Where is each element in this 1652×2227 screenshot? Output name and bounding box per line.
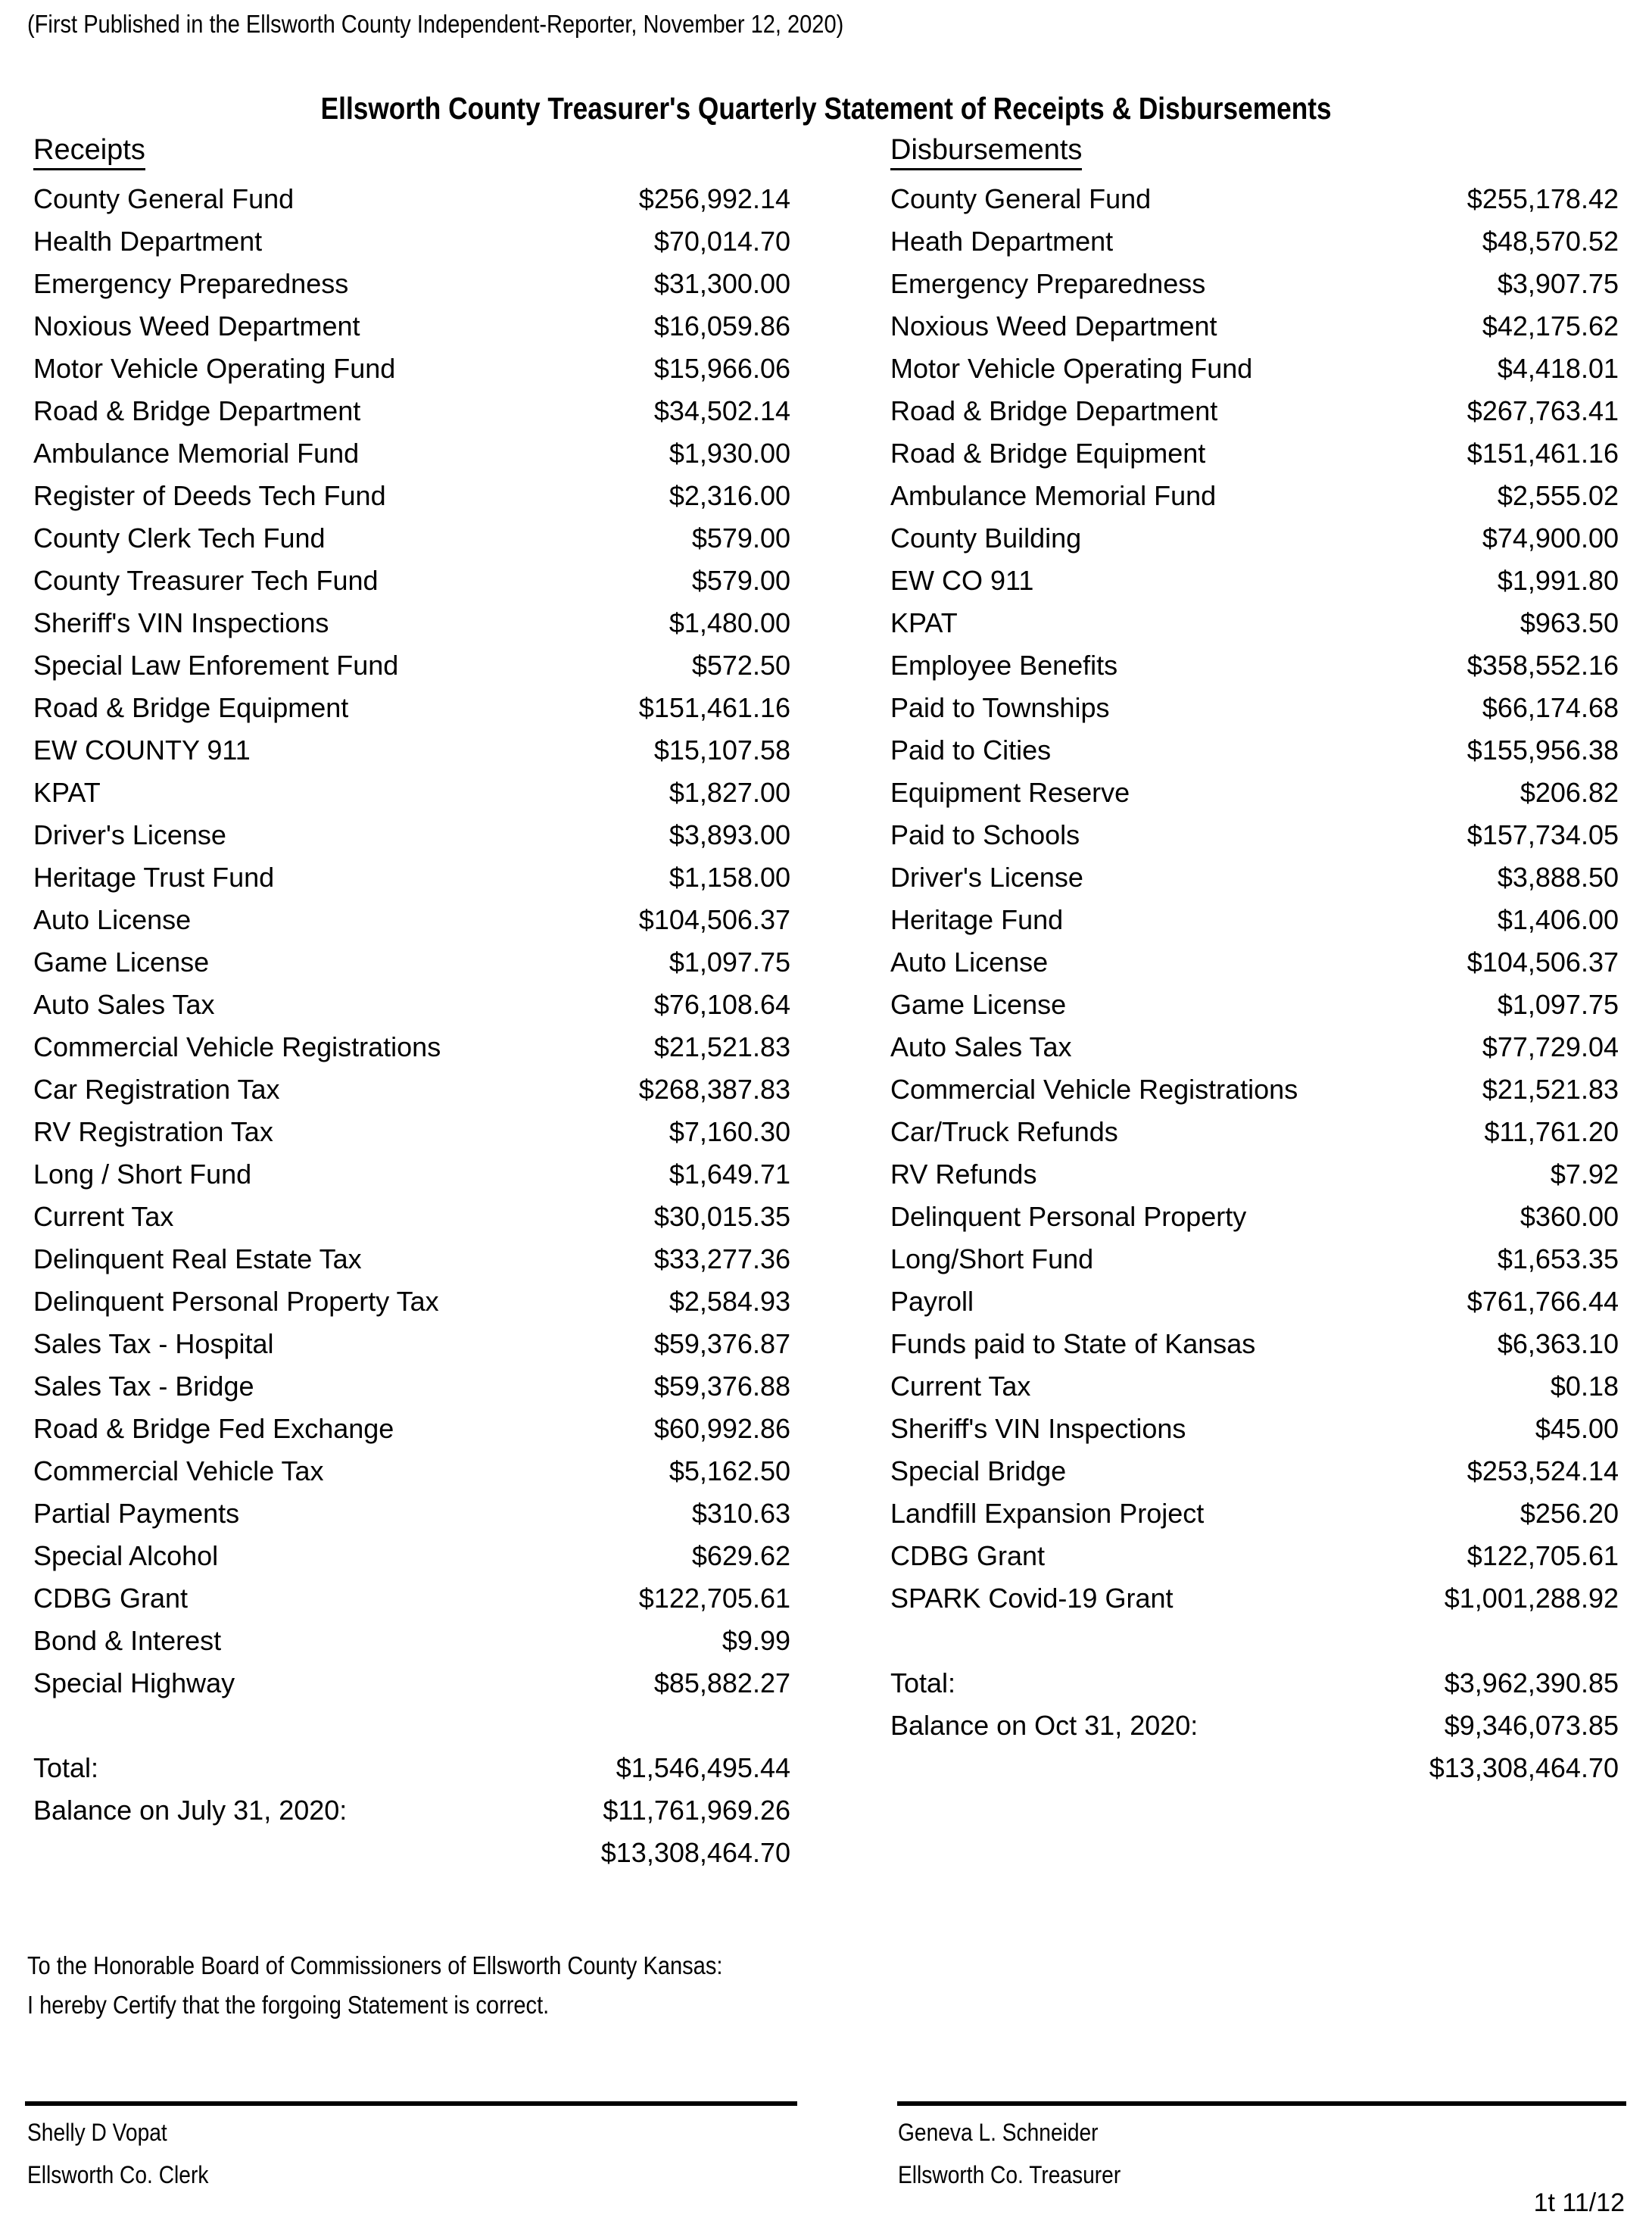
receipts-balance-row <box>33 1789 790 1832</box>
ledger-row-amount: $151,461.16 <box>1467 438 1619 469</box>
ledger-row <box>33 1238 790 1280</box>
ledger-row-amount: $7.92 <box>1550 1159 1619 1190</box>
ledger-row-label: Road & Bridge Department <box>890 395 1218 426</box>
ledger-row-amount: $2,555.02 <box>1497 480 1619 511</box>
ledger-row <box>33 1577 790 1620</box>
ledger-row <box>33 1026 790 1068</box>
ledger-row-label: Game License <box>890 989 1067 1020</box>
disbursements-grand-total-row <box>890 1747 1619 1789</box>
ledger-row <box>890 1577 1619 1620</box>
ledger-row <box>890 1450 1619 1492</box>
ledger-row-amount: $963.50 <box>1520 607 1619 638</box>
ledger-row-amount: $151,461.16 <box>638 692 790 723</box>
ledger-row-label: Ambulance Memorial Fund <box>890 480 1217 511</box>
ledger-row <box>33 899 790 941</box>
ledger-row-label: Auto License <box>890 947 1049 978</box>
ledger-row-label: Sales Tax - Hospital <box>33 1328 274 1359</box>
ledger-row <box>33 1365 790 1408</box>
ledger-row-amount: $45.00 <box>1535 1413 1619 1444</box>
ledger-row-amount: $1,158.00 <box>669 862 790 893</box>
ledger-row <box>33 1153 790 1196</box>
ledger-row-amount: $1,827.00 <box>669 777 790 808</box>
ledger-row-amount: $2,316.00 <box>669 480 790 511</box>
ledger-row-amount: $70,014.70 <box>653 226 790 257</box>
ledger-row-label: RV Registration Tax <box>33 1116 273 1147</box>
ledger-row-amount: $579.00 <box>691 522 790 554</box>
ledger-row-amount: $1,097.75 <box>669 947 790 978</box>
ledger-row <box>33 644 790 687</box>
ledger-row-label: CDBG Grant <box>890 1540 1046 1571</box>
ledger-row-label: Equipment Reserve <box>890 777 1130 808</box>
receipts-column <box>33 133 790 1874</box>
ledger-row-amount: $3,907.75 <box>1497 268 1619 299</box>
receipts-spacer <box>33 1705 790 1747</box>
ledger-row <box>33 941 790 984</box>
ledger-row-label: Commercial Vehicle Registrations <box>890 1074 1298 1105</box>
disbursements-total-label: Total: <box>890 1667 956 1698</box>
ledger-row-amount: $1,406.00 <box>1497 904 1619 935</box>
ledger-row <box>33 1408 790 1450</box>
ledger-row-label: Road & Bridge Department <box>33 395 361 426</box>
ledger-row <box>890 517 1619 560</box>
ledger-row <box>890 390 1619 432</box>
ledger-row <box>33 432 790 475</box>
ledger-row-label: Noxious Weed Department <box>890 310 1217 342</box>
ledger-row-label: Sheriff's VIN Inspections <box>890 1413 1186 1444</box>
ledger-row-amount: $360.00 <box>1520 1201 1619 1232</box>
ledger-row-label: Driver's License <box>33 819 226 850</box>
ledger-row-label: Long / Short Fund <box>33 1159 252 1190</box>
ledger-row-label: Landfill Expansion Project <box>890 1498 1205 1529</box>
ledger-row-amount: $155,956.38 <box>1467 735 1619 766</box>
ledger-row <box>890 1196 1619 1238</box>
ledger-row-label: Emergency Preparedness <box>890 268 1206 299</box>
ledger-row-label: Heritage Trust Fund <box>33 862 275 893</box>
ledger-row <box>890 1535 1619 1577</box>
ledger-row <box>890 644 1619 687</box>
ledger-row <box>890 1408 1619 1450</box>
ledger-row-label: Special Alcohol <box>33 1540 219 1571</box>
receipts-row-list <box>33 178 790 1705</box>
ledger-row <box>33 1492 790 1535</box>
ledger-row-amount: $268,387.83 <box>638 1074 790 1105</box>
ledger-row-label: Funds paid to State of Kansas <box>890 1328 1256 1359</box>
ledger-row-amount: $15,966.06 <box>653 353 790 384</box>
receipts-grand-total-row <box>33 1832 790 1874</box>
ledger-row <box>33 602 790 644</box>
ledger-row-label: Auto Sales Tax <box>33 989 215 1020</box>
ledger-row <box>890 687 1619 729</box>
ledger-row-amount: $206.82 <box>1520 777 1619 808</box>
ledger-row-label: Driver's License <box>890 862 1083 893</box>
ledger-row-label: Paid to Townships <box>890 692 1110 723</box>
ledger-row-label: Delinquent Real Estate Tax <box>33 1243 362 1274</box>
ledger-row-label: Sheriff's VIN Inspections <box>33 607 329 638</box>
disbursements-row-list <box>890 178 1619 1620</box>
ledger-row-label: Road & Bridge Fed Exchange <box>33 1413 394 1444</box>
disbursements-balance-amount: $9,346,073.85 <box>1444 1710 1619 1741</box>
ledger-row-amount: $7,160.30 <box>669 1116 790 1147</box>
ledger-row-amount: $59,376.87 <box>653 1328 790 1359</box>
ledger-row-amount: $1,649.71 <box>669 1159 790 1190</box>
ledger-row <box>33 560 790 602</box>
ledger-row-label: Motor Vehicle Operating Fund <box>33 353 396 384</box>
ledger-row-amount: $310.63 <box>691 1498 790 1529</box>
treasurer-name: Geneva L. Schneider <box>898 2119 1099 2146</box>
ledger-row-label: Payroll <box>890 1286 974 1317</box>
ledger-row-label: CDBG Grant <box>33 1583 189 1614</box>
ledger-row <box>890 1492 1619 1535</box>
page-title-text: Ellsworth County Treasurer's Quarterly Statement of Receipts & Disbursements <box>320 91 1332 126</box>
ledger-row-label: Health Department <box>33 226 263 257</box>
ledger-row <box>890 220 1619 263</box>
ledger-row-label: Partial Payments <box>33 1498 240 1529</box>
ledger-row <box>33 1535 790 1577</box>
ledger-row <box>33 687 790 729</box>
ledger-row <box>33 305 790 348</box>
publication-mark: 1t 11/12 <box>1533 2188 1625 2217</box>
ledger-row <box>33 1620 790 1662</box>
ledger-row-label: Emergency Preparedness <box>33 268 349 299</box>
ledger-row-label: Delinquent Personal Property <box>890 1201 1247 1232</box>
ledger-row-amount: $579.00 <box>691 565 790 596</box>
disbursements-grand-total-amount: $13,308,464.70 <box>1429 1752 1619 1783</box>
ledger-row <box>890 475 1619 517</box>
ledger-row-label: Ambulance Memorial Fund <box>33 438 360 469</box>
ledger-row-amount: $66,174.68 <box>1482 692 1619 723</box>
page-title <box>0 89 1652 127</box>
ledger-row <box>33 772 790 814</box>
ledger-row-label: SPARK Covid-19 Grant <box>890 1583 1174 1614</box>
ledger-row-amount: $761,766.44 <box>1467 1286 1619 1317</box>
ledger-row <box>890 178 1619 220</box>
ledger-row <box>33 1111 790 1153</box>
ledger-row-amount: $1,480.00 <box>669 607 790 638</box>
ledger-row-amount: $59,376.88 <box>653 1371 790 1402</box>
ledger-row-label: Auto License <box>33 904 192 935</box>
clerk-name: Shelly D Vopat <box>27 2119 167 2146</box>
ledger-row <box>890 1068 1619 1111</box>
ledger-row-label: Road & Bridge Equipment <box>890 438 1206 469</box>
ledger-row <box>33 348 790 390</box>
ledger-row-amount: $85,882.27 <box>653 1667 790 1698</box>
disbursements-spacer <box>890 1620 1619 1662</box>
ledger-row-label: RV Refunds <box>890 1159 1037 1190</box>
ledger-row-amount: $76,108.64 <box>653 989 790 1020</box>
ledger-row <box>890 772 1619 814</box>
ledger-row <box>33 390 790 432</box>
ledger-row-label: EW COUNTY 911 <box>33 735 251 766</box>
certification-addressee: To the Honorable Board of Commissioners of Ellsworth County Kansas: <box>27 1951 723 1979</box>
ledger-row-label: Long/Short Fund <box>890 1243 1094 1274</box>
ledger-row <box>890 263 1619 305</box>
ledger-row-amount: $267,763.41 <box>1467 395 1619 426</box>
ledger-row-amount: $2,584.93 <box>669 1286 790 1317</box>
ledger-row <box>890 984 1619 1026</box>
ledger-row <box>890 941 1619 984</box>
ledger-row <box>890 1238 1619 1280</box>
ledger-row <box>890 1153 1619 1196</box>
ledger-row <box>890 305 1619 348</box>
ledger-row <box>33 1280 790 1323</box>
ledger-row-amount: $157,734.05 <box>1467 819 1619 850</box>
ledger-row <box>890 1323 1619 1365</box>
ledger-row-label: County Building <box>890 522 1082 554</box>
clerk-signature-rule <box>25 2101 797 2106</box>
ledger-row <box>33 1323 790 1365</box>
ledger-row-amount: $31,300.00 <box>653 268 790 299</box>
ledger-row <box>33 984 790 1026</box>
ledger-row-amount: $5,162.50 <box>669 1455 790 1486</box>
ledger-row <box>890 1365 1619 1408</box>
treasurer-signature-rule <box>897 2101 1626 2106</box>
ledger-row-label: Special Law Enforement Fund <box>33 650 399 681</box>
ledger-row-amount: $74,900.00 <box>1482 522 1619 554</box>
receipts-balance-label: Balance on July 31, 2020: <box>33 1795 348 1826</box>
publication-note: (First Published in the Ellsworth County Independent-Reporter, November 12, 2020) <box>27 10 844 38</box>
ledger-row-amount: $629.62 <box>691 1540 790 1571</box>
ledger-row-amount: $572.50 <box>691 650 790 681</box>
ledger-row-amount: $34,502.14 <box>653 395 790 426</box>
ledger-row-label: Current Tax <box>890 1371 1031 1402</box>
ledger-row-label: Road & Bridge Equipment <box>33 692 349 723</box>
ledger-row <box>890 729 1619 772</box>
ledger-row-label: Sales Tax - Bridge <box>33 1371 254 1402</box>
ledger-row-amount: $1,930.00 <box>669 438 790 469</box>
ledger-row-label: KPAT <box>33 777 101 808</box>
ledger-row-amount: $15,107.58 <box>653 735 790 766</box>
ledger-row-label: Paid to Schools <box>890 819 1080 850</box>
ledger-row-amount: $256,992.14 <box>638 183 790 214</box>
ledger-row-amount: $1,097.75 <box>1497 989 1619 1020</box>
ledger-row-label: Commercial Vehicle Registrations <box>33 1031 441 1062</box>
ledger-row <box>890 432 1619 475</box>
ledger-row-label: Delinquent Personal Property Tax <box>33 1286 439 1317</box>
ledger-row-amount: $3,893.00 <box>669 819 790 850</box>
disbursements-balance-label: Balance on Oct 31, 2020: <box>890 1710 1198 1741</box>
ledger-row-label: County Clerk Tech Fund <box>33 522 326 554</box>
ledger-row-label: Paid to Cities <box>890 735 1052 766</box>
ledger-row-label: Current Tax <box>33 1201 174 1232</box>
ledger-row-amount: $0.18 <box>1550 1371 1619 1402</box>
ledger-row <box>890 348 1619 390</box>
receipts-grand-total-amount: $13,308,464.70 <box>600 1837 790 1868</box>
ledger-row <box>33 263 790 305</box>
ledger-row-amount: $33,277.36 <box>653 1243 790 1274</box>
ledger-row-amount: $48,570.52 <box>1482 226 1619 257</box>
disbursements-balance-row <box>890 1705 1619 1747</box>
receipts-total-label: Total: <box>33 1752 99 1783</box>
ledger-row-amount: $6,363.10 <box>1497 1328 1619 1359</box>
ledger-row-label: KPAT <box>890 607 958 638</box>
ledger-row-amount: $21,521.83 <box>653 1031 790 1062</box>
ledger-row-amount: $256.20 <box>1520 1498 1619 1529</box>
ledger-row-label: County General Fund <box>890 183 1152 214</box>
ledger-row <box>33 1196 790 1238</box>
ledger-row-amount: $4,418.01 <box>1497 353 1619 384</box>
ledger-row <box>33 856 790 899</box>
treasurer-title: Ellsworth Co. Treasurer <box>898 2161 1121 2188</box>
receipts-heading: Receipts <box>33 133 145 170</box>
clerk-title: Ellsworth Co. Clerk <box>27 2161 209 2188</box>
ledger-row <box>890 602 1619 644</box>
ledger-row-label: Register of Deeds Tech Fund <box>33 480 386 511</box>
ledger-row-amount: $358,552.16 <box>1467 650 1619 681</box>
ledger-row <box>33 1068 790 1111</box>
ledger-row <box>890 814 1619 856</box>
ledger-row <box>33 517 790 560</box>
ledger-row-label: County Treasurer Tech Fund <box>33 565 379 596</box>
ledger-row-amount: $1,991.80 <box>1497 565 1619 596</box>
ledger-row-label: Bond & Interest <box>33 1625 222 1656</box>
ledger-row-amount: $104,506.37 <box>638 904 790 935</box>
ledger-row-label: Commercial Vehicle Tax <box>33 1455 324 1486</box>
ledger-row-amount: $122,705.61 <box>1467 1540 1619 1571</box>
ledger-row-amount: $253,524.14 <box>1467 1455 1619 1486</box>
ledger-row-amount: $16,059.86 <box>653 310 790 342</box>
ledger-row <box>890 1026 1619 1068</box>
certification-block <box>27 1946 818 2025</box>
ledger-row <box>33 475 790 517</box>
receipts-total-amount: $1,546,495.44 <box>616 1752 790 1783</box>
disbursements-total-row <box>890 1662 1619 1705</box>
ledger-row-amount: $1,653.35 <box>1497 1243 1619 1274</box>
ledger-row-label: EW CO 911 <box>890 565 1034 596</box>
ledger-row-label: Motor Vehicle Operating Fund <box>890 353 1253 384</box>
ledger-row <box>33 729 790 772</box>
certification-statement: I hereby Certify that the forgoing Statement is correct. <box>27 1991 550 2019</box>
ledger-row-label: Car/Truck Refunds <box>890 1116 1118 1147</box>
disbursements-heading: Disbursements <box>890 133 1082 170</box>
ledger-row <box>890 560 1619 602</box>
ledger-row <box>890 1111 1619 1153</box>
ledger-row-amount: $60,992.86 <box>653 1413 790 1444</box>
receipts-balance-amount: $11,761,969.26 <box>603 1795 790 1826</box>
ledger-row-label: Heath Department <box>890 226 1114 257</box>
ledger-row-amount: $77,729.04 <box>1482 1031 1619 1062</box>
ledger-row <box>33 220 790 263</box>
ledger-row-amount: $122,705.61 <box>638 1583 790 1614</box>
ledger-row <box>890 899 1619 941</box>
ledger-row-label: Employee Benefits <box>890 650 1118 681</box>
ledger-row-label: Game License <box>33 947 210 978</box>
ledger-row-label: Auto Sales Tax <box>890 1031 1072 1062</box>
ledger-row <box>33 814 790 856</box>
disbursements-total-amount: $3,962,390.85 <box>1444 1667 1619 1698</box>
ledger-row-label: Noxious Weed Department <box>33 310 360 342</box>
ledger-row-amount: $1,001,288.92 <box>1444 1583 1619 1614</box>
ledger-row-label: Car Registration Tax <box>33 1074 280 1105</box>
ledger-row-amount: $21,521.83 <box>1482 1074 1619 1105</box>
ledger-row <box>33 178 790 220</box>
ledger-row-amount: $255,178.42 <box>1467 183 1619 214</box>
ledger-row-amount: $42,175.62 <box>1482 310 1619 342</box>
ledger-row <box>890 856 1619 899</box>
ledger-row-amount: $3,888.50 <box>1497 862 1619 893</box>
ledger-row-label: Special Bridge <box>890 1455 1067 1486</box>
ledger-row <box>33 1450 790 1492</box>
ledger-row-amount: $30,015.35 <box>653 1201 790 1232</box>
ledger-row-amount: $11,761.20 <box>1484 1116 1619 1147</box>
ledger-row-label: Special Highway <box>33 1667 235 1698</box>
ledger-row <box>33 1662 790 1705</box>
ledger-row-label: County General Fund <box>33 183 295 214</box>
ledger-row-amount: $104,506.37 <box>1467 947 1619 978</box>
receipts-total-row <box>33 1747 790 1789</box>
ledger-row-amount: $9.99 <box>722 1625 790 1656</box>
ledger-row-label: Heritage Fund <box>890 904 1064 935</box>
disbursements-column <box>890 133 1619 1789</box>
ledger-row <box>890 1280 1619 1323</box>
